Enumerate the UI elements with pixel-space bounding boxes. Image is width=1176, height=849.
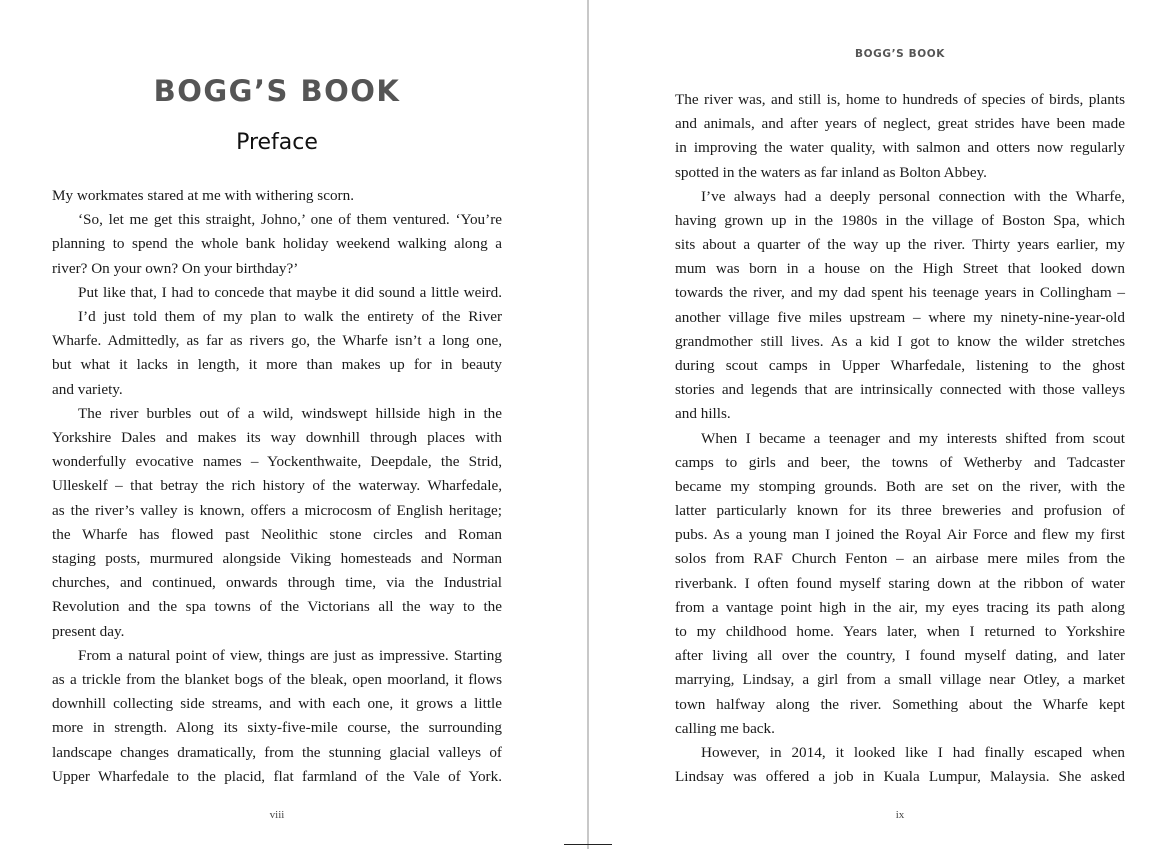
page-number: viii	[269, 809, 285, 821]
text-line: Lindsay was offered a job in Kuala Lumpur, Malaysia. She asked	[675, 768, 1125, 786]
text-line: From a natural point of view, things are just as impressive. Starting	[78, 646, 502, 664]
text-line: river? On your own? On your birthday?’	[52, 259, 299, 277]
page-number: ix	[895, 809, 905, 821]
text-line: in improving the water quality, with salmon and otters now regularly	[675, 139, 1125, 157]
text-line: landscape changes dramatically, from the stunning glacial valleys of	[52, 743, 502, 761]
text-line: mum was born in a house on the High Street that looked down	[675, 260, 1125, 278]
text-line: Upper Wharfedale to the placid, flat farmland of the Vale of York.	[52, 767, 502, 785]
text-line: staging posts, murmured alongside Viking homesteads and Norman	[52, 550, 502, 567]
text-line: after living all over the country, I found myself dating, and later	[675, 647, 1125, 665]
text-line: Ulleskelf – that betray the rich history of the waterway. Wharfedale,	[52, 477, 502, 495]
text-line: planning to spend the whole bank holiday weekend walking along a	[52, 235, 502, 253]
text-line: from a vantage point high in the air, my eyes tracing its path along	[675, 598, 1125, 616]
text-line: However, in 2014, it looked like I had finally escaped when	[701, 743, 1125, 761]
text-line: as a trickle from the blanket bogs of the bleak, open moorland, it flows	[52, 671, 502, 688]
text-line: downhill collecting side streams, and with each one, it grows a little	[52, 695, 502, 713]
text-line: The river was, and still is, home to hundreds of species of birds, plants	[675, 91, 1125, 108]
text-line: riverbank. I often found myself staring down at the ribbon of water	[675, 574, 1125, 592]
text-line: I’ve always had a deeply personal connection with the Wharfe,	[701, 187, 1125, 205]
text-line: calling me back.	[675, 719, 775, 737]
text-line: Put like that, I had to concede that maybe it did sound a little weird.	[78, 283, 502, 301]
text-line: and variety.	[52, 380, 123, 398]
text-line: to my childhood home. Years later, when I returned to Yorkshire	[675, 622, 1125, 640]
text-line: The river burbles out of a wild, windswept hillside high in the	[78, 404, 502, 422]
text-line: stories and legends that are intrinsically connected with those valleys	[675, 381, 1125, 399]
text-line: wonderfully evocative names – Yockenthwaite, Deepdale, the Strid,	[52, 453, 502, 471]
text-line: having grown up in the 1980s in the village of Boston Spa, which	[675, 211, 1125, 229]
text-line: sits about a quarter of the way up the river. Thirty years earlier, my	[675, 236, 1125, 254]
book-title: BOGG’S BOOK	[153, 74, 401, 108]
text-line: ‘So, let me get this straight, Johno,’ one of them ventured. ‘You’re	[78, 211, 502, 229]
text-line: as the river’s valley is known, offers a microcosm of English heritage;	[52, 501, 502, 519]
text-line: Wharfe. Admittedly, as far as rivers go, the Wharfe isn’t a long one,	[52, 332, 502, 350]
right-page	[589, 0, 1176, 849]
text-line: and hills.	[675, 405, 731, 423]
text-line: towards the river, and my dad spent his teenage years in Collingham –	[675, 284, 1125, 302]
text-line: churches, and continued, onwards through time, via the Industrial	[52, 574, 502, 592]
chapter-title: Preface	[236, 130, 318, 155]
text-line: present day.	[52, 622, 125, 640]
text-line: but what it lacks in length, it more than makes up for in beauty	[52, 356, 502, 374]
text-line: and animals, and after years of neglect, great strides have been made	[675, 115, 1125, 133]
text-line: I’d just told them of my plan to walk the entirety of the River	[78, 308, 502, 325]
text-line: during scout camps in Upper Wharfedale, listening to the ghost	[675, 356, 1125, 374]
text-line: spotted in the waters as far inland as Bolton Abbey.	[675, 163, 987, 181]
text-line: latter particularly known for its three breweries and profusion of	[675, 502, 1125, 520]
text-line: town halfway along the river. Something about the Wharfe kept	[675, 695, 1125, 713]
text-line: more in strength. Along its sixty-five-mile course, the surrounding	[52, 719, 502, 737]
text-line: My workmates stared at me with withering scorn.	[52, 187, 354, 204]
text-line: camps to girls and beer, the towns of Wetherby and Tadcaster	[675, 453, 1125, 471]
running-head: BOGG’S BOOK	[855, 48, 945, 60]
text-line: When I became a teenager and my interests shifted from scout	[701, 429, 1125, 447]
text-line: another village five miles upstream – where my ninety-nine-year-old	[675, 308, 1125, 326]
text-line: became my stomping grounds. Both are set on the river, with the	[675, 477, 1125, 495]
text-line: Yorkshire Dales and makes its way downhill through places with	[52, 429, 502, 446]
text-line: pubs. As a young man I joined the Royal Air Force and flew my first	[675, 526, 1125, 544]
text-line: grandmother still lives. As a kid I got to know the wilder stretches	[675, 332, 1125, 350]
text-line: marrying, Lindsay, a girl from a small village near Otley, a market	[675, 671, 1125, 689]
text-line: solos from RAF Church Fenton – an airbase mere miles from the	[675, 550, 1125, 568]
text-line: Revolution and the spa towns of the Victorians all the way to the	[52, 598, 502, 616]
text-line: the Wharfe has flowed past Neolithic stone circles and Roman	[52, 525, 502, 543]
